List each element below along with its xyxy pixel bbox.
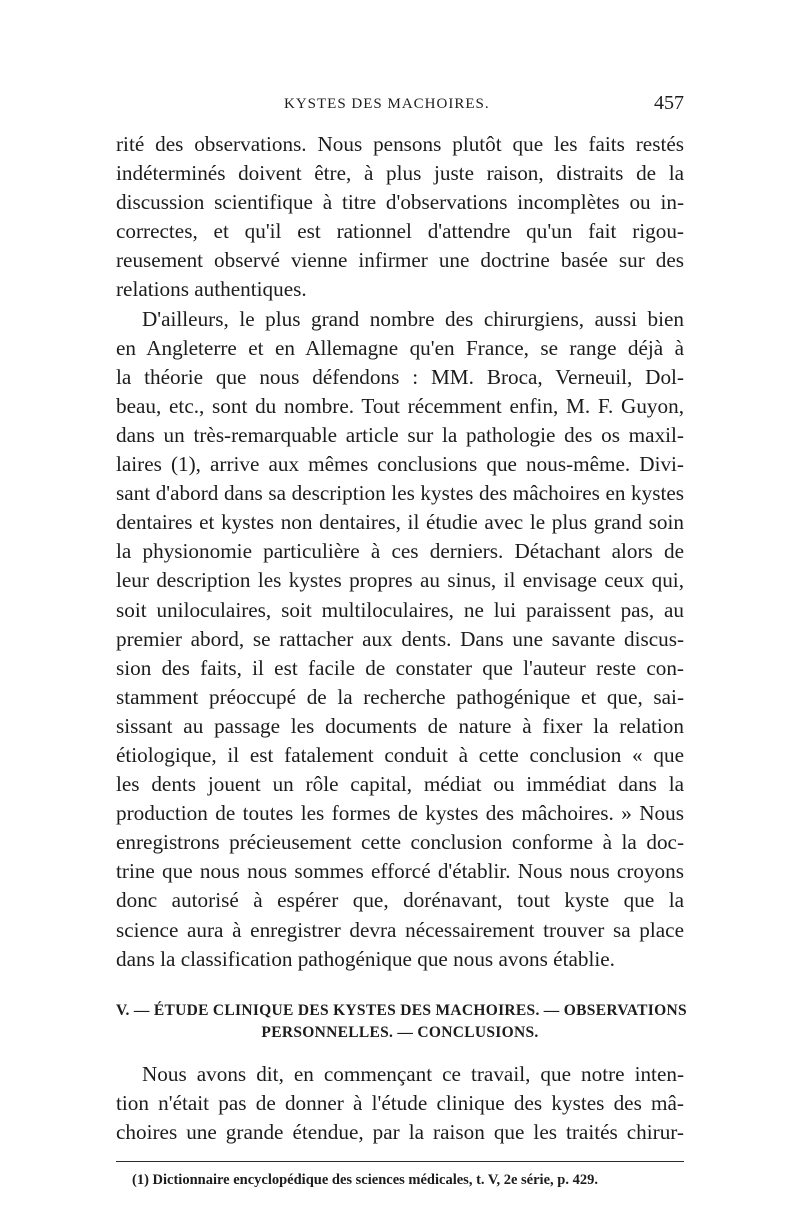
text-line: D'ailleurs, le plus grand nombre des chirurgiens, aussi bien: [142, 306, 684, 331]
text-line: les dents jouent un rôle capital, médiat ou immédiat dans la: [116, 772, 684, 797]
footnote: (1) Dictionnaire encyclopédique des sciences médicales, t. V, 2e série, p. 429.: [132, 1172, 598, 1188]
text-line: science aura à enregistrer devra nécessairement trouver sa place: [116, 917, 684, 942]
text-line: la théorie que nous défendons : MM. Broca, Verneuil, Dol-: [116, 364, 684, 389]
text-line: dentaires et kystes non dentaires, il étudie avec le plus grand soin: [116, 510, 684, 535]
main-text: [116, 130, 684, 974]
section-heading-line: PERSONNELLES. — CONCLUSIONS.: [261, 1023, 539, 1041]
paragraph: [116, 130, 684, 305]
section-heading: [116, 1000, 687, 1044]
running-header: [116, 92, 684, 120]
text-line: dans la classification pathogénique que nous avons établie.: [116, 946, 615, 971]
text-line: laires (1), arrive aux mêmes conclusions que nous-même. Divi-: [116, 452, 684, 477]
footnote-rule: [116, 1161, 684, 1162]
text-line: reusement observé vienne infirmer une doctrine basée sur des: [116, 248, 684, 273]
text-line: enregistrons précieusement cette conclusion conforme à la doc-: [116, 830, 684, 855]
text-line: sissant au passage les documents de nature à fixer la relation: [116, 713, 684, 738]
text-line: trine que nous nous sommes efforcé d'établir. Nous nous croyons: [116, 859, 684, 884]
text-line: premier abord, se rattacher aux dents. Dans une savante discus-: [116, 626, 684, 651]
text-line: sant d'abord dans sa description les kystes des mâchoires en kystes: [116, 481, 684, 506]
text-line: la physionomie particulière à ces derniers. Détachant alors de: [116, 539, 684, 564]
book-page: [116, 92, 687, 1189]
paragraph: [116, 305, 684, 974]
text-line: donc autorisé à espérer que, dorénavant, tout kyste que la: [116, 888, 684, 913]
text-line: étiologique, il est fatalement conduit à cette conclusion « que: [116, 742, 684, 767]
text-line: choires une grande étendue, par la raison que les traités chirur-: [116, 1119, 684, 1144]
text-line: discussion scientifique à titre d'observations incomplètes ou in-: [116, 190, 684, 215]
text-line: beau, etc., sont du nombre. Tout récemment enfin, M. F. Guyon,: [116, 393, 684, 418]
running-title: KYSTES DES MACHOIRES.: [284, 96, 490, 112]
section-heading-line: V. — ÉTUDE CLINIQUE DES KYSTES DES MACHOIRES. — OBSERVATIONS: [116, 1001, 687, 1019]
paragraph: [116, 1060, 684, 1147]
text-line: leur description les kystes propres au sinus, il envisage ceux qui,: [116, 568, 684, 593]
page-number: 457: [654, 92, 684, 114]
text-line: dans un très-remarquable article sur la pathologie des os maxil-: [116, 422, 684, 447]
text-line: correctes, et qu'il est rationnel d'attendre qu'un fait rigou-: [116, 219, 684, 244]
text-line: relations authentiques.: [116, 277, 307, 302]
text-line: indéterminés doivent être, à plus juste raison, distraits de la: [116, 161, 684, 186]
text-line: sion des faits, il est facile de constater que l'auteur reste con-: [116, 655, 684, 680]
text-line: Nous avons dit, en commençant ce travail, que notre inten-: [142, 1061, 684, 1086]
text-line: production de toutes les formes de kystes des mâchoires. » Nous: [116, 801, 684, 826]
text-line: en Angleterre et en Allemagne qu'en France, se range déjà à: [116, 335, 684, 360]
text-line: soit uniloculaires, soit multiloculaires, ne lui paraissent pas, au: [116, 597, 684, 622]
text-line: stamment préoccupé de la recherche pathogénique et que, sai-: [116, 684, 684, 709]
text-line: rité des observations. Nous pensons plutôt que les faits restés: [116, 132, 684, 156]
text-line: tion n'était pas de donner à l'étude clinique des kystes des mâ-: [116, 1090, 684, 1115]
